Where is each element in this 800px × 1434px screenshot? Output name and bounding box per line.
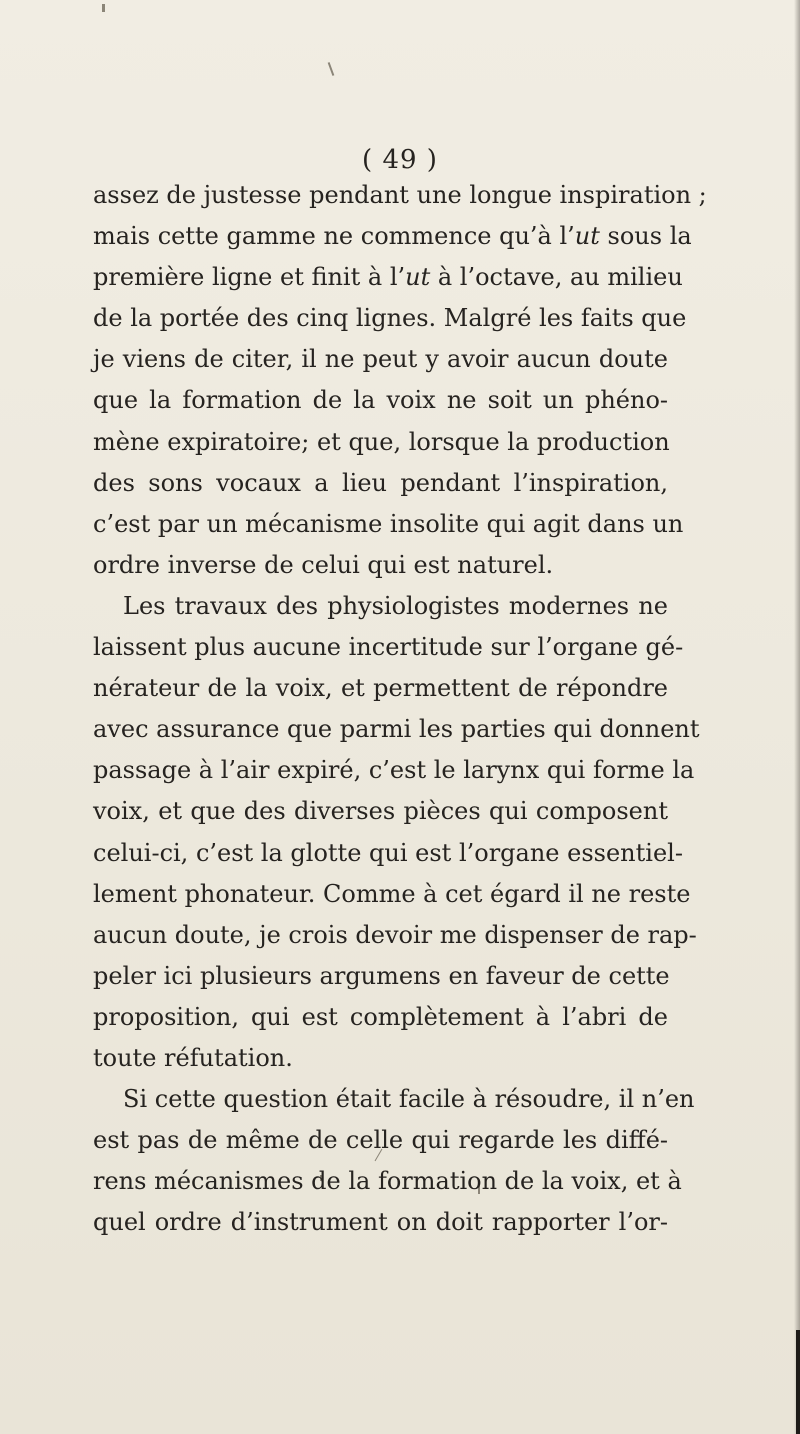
text-line: quel ordre d’instrument on doit rapporter l’or-: [93, 1208, 668, 1237]
body-text: [93, 175, 707, 1243]
text-line: aucun doute, je crois devoir me dispenser de rap-: [93, 920, 697, 949]
text-line: celui-ci, c’est la glotte qui est l’organe essentiel-: [93, 838, 683, 867]
text-line: c’est par un mécanisme insolite qui agit dans un: [93, 509, 684, 538]
page-number: ( 49 ): [362, 145, 438, 175]
text-line: peler ici plusieurs argumens en faveur de cette: [93, 961, 670, 990]
text-line: nérateur de la voix, et permettent de répondre: [93, 674, 668, 703]
text-line: lement phonateur. Comme à cet égard il ne reste: [93, 879, 691, 908]
paragraph-start-line: Les travaux des physiologistes modernes ne: [123, 591, 668, 620]
text-line: je viens de citer, il ne peut y avoir aucun doute: [93, 345, 668, 374]
text-line: voix, et que des diverses pièces qui composent: [93, 797, 668, 826]
text-line: avec assurance que parmi les parties qui donnent: [93, 715, 700, 744]
text-line: est pas de même de celle qui regarde les diffé-: [93, 1126, 668, 1155]
text-line: laissent plus aucune incertitude sur l’organe gé-: [93, 633, 684, 662]
text-line: passage à l’air expiré, c’est le larynx qui forme la: [93, 756, 695, 785]
page-edge-binding: [796, 1330, 800, 1434]
text-line: des sons vocaux a lieu pendant l’inspiration,: [93, 468, 668, 497]
text-line: rens mécanismes de la formation de la voix, et à: [93, 1167, 682, 1196]
text-line: mène expiratoire; et que, lorsque la production: [93, 427, 670, 456]
text-line: que la formation de la voix ne soit un phéno-: [93, 386, 668, 415]
paragraph-end-line: toute réfutation.: [93, 1043, 293, 1072]
paragraph-end-line: ordre inverse de celui qui est naturel.: [93, 550, 554, 579]
page-edge-shadow: [794, 0, 800, 1434]
text-line: première ligne et finit à l’ut à l’octave, au milieu: [93, 263, 683, 292]
paper-speck: [102, 4, 105, 12]
text-line: proposition, qui est complètement à l’abri de: [93, 1002, 668, 1031]
paper-speck: [328, 62, 335, 76]
paragraph-start-line: Si cette question était facile à résoudre, il n’en: [123, 1085, 695, 1114]
text-line: de la portée des cinq lignes. Malgré les faits que: [93, 304, 687, 333]
text-line: assez de justesse pendant une longue inspiration ;: [93, 181, 707, 209]
text-line: mais cette gamme ne commence qu’à l’ut sous la: [93, 222, 692, 251]
